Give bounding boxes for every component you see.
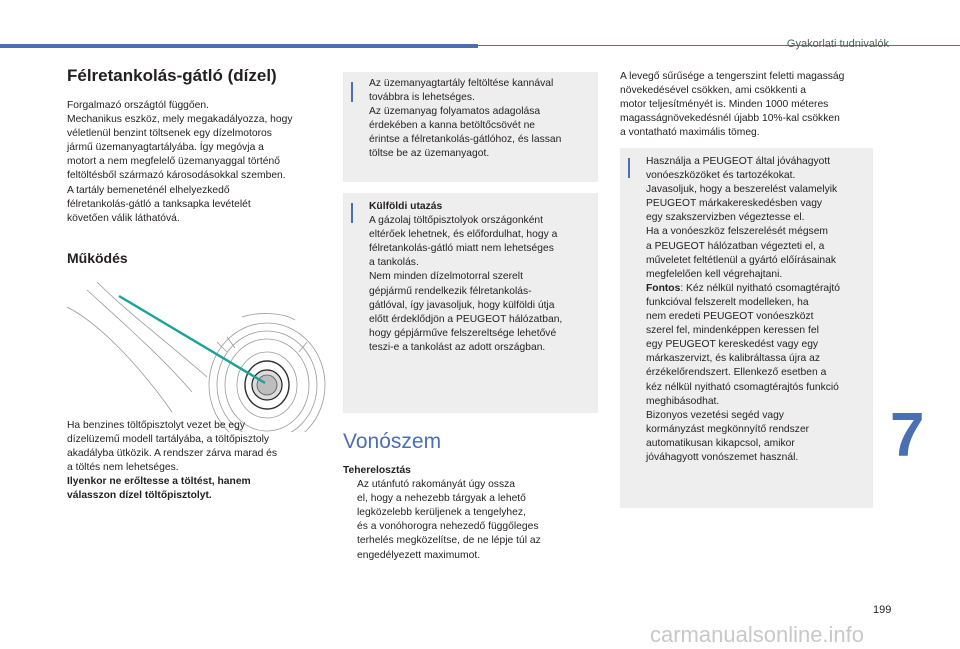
text-line: érdekében a kanna betöltőcsövét ne bbox=[369, 120, 536, 132]
text-line: : Kéz nélkül nyitható csomagtérajtó bbox=[680, 282, 841, 294]
text-line: jármű üzemanyagtartályába. Így megóvja a bbox=[67, 142, 264, 154]
text-line: gátlóval, így javasoljuk, hogy külföldi útja bbox=[369, 299, 555, 311]
text-line: PEUGEOT márkakereskedésben vagy bbox=[646, 198, 823, 210]
text-line: a töltés nem lehetséges. bbox=[67, 462, 179, 474]
warning-line: Ilyenkor ne erőltesse a töltést, hanem bbox=[67, 476, 251, 488]
text-line: legközelebb kerüljenek a tengelyhez, bbox=[357, 507, 526, 519]
text-line: funkcióval felszerelt modelleken, ha bbox=[646, 296, 809, 308]
info-bar bbox=[351, 203, 353, 223]
text-line: motort a nem megfelelő üzemanyaggal történő bbox=[67, 156, 280, 168]
text-line: követően válik láthatóvá. bbox=[67, 212, 180, 224]
load-distribution bbox=[343, 464, 603, 563]
text-line: és a vonóhorogra nehezedő függőleges bbox=[357, 521, 539, 533]
warning-line: válasszon dízel töltőpisztolyt. bbox=[67, 490, 212, 502]
text-line: engedélyezett maximumot. bbox=[357, 549, 481, 561]
text-line: a tankolás. bbox=[369, 257, 419, 269]
text-line: A tartály bemeneténél elhelyezkedő bbox=[67, 184, 230, 196]
subheading: Teherelosztás bbox=[343, 465, 411, 476]
text-line: előtt érdeklődjön a PEUGEOT hálózatban, bbox=[369, 313, 563, 325]
text-line: félretankolás-gátló miatt nem lehetséges bbox=[369, 243, 554, 255]
altitude-paragraph bbox=[620, 70, 890, 140]
info-box-title: Külföldi utazás bbox=[369, 201, 443, 212]
text-line: el, hogy a nehezebb tárgyak a lehető bbox=[357, 493, 526, 505]
watermark: carmanualsonline.info bbox=[650, 622, 865, 647]
text-line: a PEUGEOT hálózatban végezteti el, a bbox=[646, 240, 825, 252]
text-line: műveletet feltétlenül a gyártó előírásainak bbox=[646, 254, 837, 266]
text-line: egy PEUGEOT kereskedést vagy egy bbox=[646, 339, 819, 351]
text-line: érintse a félretankolás-gátlóhoz, és lassan bbox=[369, 134, 562, 146]
text-line: kéz nélkül nyitható csomagtérajtós funkció bbox=[646, 381, 839, 393]
body-paragraph bbox=[67, 419, 337, 504]
text-line: Forgalmazó országtól függően. bbox=[67, 100, 209, 111]
info-text bbox=[369, 77, 597, 162]
text-line: félretankolás-gátló a tanksapka levételét bbox=[67, 198, 251, 210]
text-line: szerel fel, mindenképpen keressen fel bbox=[646, 325, 819, 337]
section-heading: Működés bbox=[67, 250, 128, 266]
text-line: eltérőek lehetnek, és előfordulhat, hogy a bbox=[369, 229, 558, 241]
page-title: Félretankolás-gátló (dízel) bbox=[67, 66, 277, 85]
text-line: Az üzemanyag folyamatos adagolása bbox=[369, 106, 541, 118]
text-line: akadályba ütközik. A rendszer zárva marad és bbox=[67, 448, 278, 460]
info-box-travel-abroad bbox=[343, 193, 598, 413]
text-line: motor teljesítményét is. Minden 1000 méteres bbox=[620, 99, 829, 111]
text-line: a vontatható maximális tömeg. bbox=[620, 127, 760, 139]
section-title: Gyakorlati tudnivalók bbox=[786, 38, 889, 50]
text-line: véletlenül benzint töltsenek egy dízelmotoros bbox=[67, 128, 272, 140]
text-line: A levegő sűrűsége a tengerszint feletti magasság bbox=[620, 71, 845, 82]
text-line: Nem minden dízelmotorral szerelt bbox=[369, 271, 523, 283]
text-line: jóváhagyott vonószemet használ. bbox=[646, 451, 799, 463]
fontos-line bbox=[646, 282, 872, 296]
info-box-canister bbox=[343, 72, 598, 182]
bullet-line bbox=[343, 478, 603, 492]
section-heading-tow-hitch: Vonószem bbox=[343, 430, 442, 453]
text-line: Ha benzines töltőpisztolyt vezet be egy bbox=[67, 420, 246, 431]
intro-paragraph bbox=[67, 99, 337, 226]
chapter-number: 7 bbox=[890, 401, 925, 470]
text-line: továbbra is lehetséges. bbox=[369, 92, 475, 104]
text-line: töltse be az üzemanyagot. bbox=[369, 148, 490, 160]
text-line: Bizonyos vezetési segéd vagy bbox=[646, 409, 784, 421]
text-line: gépjármű rendelkezik félretankolás- bbox=[369, 285, 532, 297]
info-text bbox=[369, 200, 597, 355]
text-line: meghibásodhat. bbox=[646, 395, 720, 407]
text-line: terhelés megközelítse, de ne lépje túl az bbox=[357, 535, 541, 547]
text-line: érzékelőrendszert. Ellenkező esetben a bbox=[646, 367, 827, 379]
text-line: egy szakszervizben végeztesse el. bbox=[646, 212, 805, 224]
text-line: megfelelően kell végrehajtani. bbox=[646, 268, 783, 280]
info-box-tow-accessories bbox=[620, 148, 873, 508]
text-line: Használja a PEUGEOT által jóváhagyott bbox=[646, 156, 831, 167]
info-text bbox=[646, 155, 872, 465]
text-line: automatikusan kikapcsol, amikor bbox=[646, 437, 795, 449]
header-accent-bar bbox=[0, 44, 478, 48]
fontos-label: Fontos bbox=[646, 282, 681, 294]
info-bar bbox=[628, 158, 630, 178]
misfuel-device-illustration bbox=[67, 282, 327, 432]
text-line: Ha a vonóeszköz felszerelését mégsem bbox=[646, 226, 828, 238]
info-bar bbox=[351, 82, 353, 102]
text-line: feltöltésből származó károsodásokkal szemben. bbox=[67, 170, 286, 182]
text-line: Az utánfutó rakományát úgy ossza bbox=[357, 479, 515, 491]
text-line: magasságnövekedésnél újabb 10%-kal csökken bbox=[620, 113, 840, 125]
page-number: 199 bbox=[873, 604, 892, 616]
text-line: A gázolaj töltőpisztolyok országonként bbox=[369, 215, 544, 227]
text-line: vonóeszközöket és tartozékokat. bbox=[646, 170, 796, 182]
text-line: Mechanikus eszköz, mely megakadályozza, hogy bbox=[67, 114, 293, 126]
text-line: Javasoljuk, hogy a beszerelést valamelyik bbox=[646, 184, 838, 196]
text-line: nem eredeti PEUGEOT vonóeszközt bbox=[646, 311, 814, 323]
text-line: dízelüzemű modell tartályába, a töltőpisztoly bbox=[67, 434, 270, 446]
text-line: márkaszervizt, és kalibráltassa újra az bbox=[646, 353, 820, 365]
text-line: teszi-e a tankolást az adott országban. bbox=[369, 341, 546, 353]
text-line: kormányzást megkönnyítő rendszer bbox=[646, 423, 810, 435]
text-line: Az üzemanyagtartály feltöltése kannával bbox=[369, 78, 554, 89]
text-line: hogy gépjárműve felszereltsége lehetővé bbox=[369, 327, 557, 339]
text-line: növekedésével csökken, ami csökkenti a bbox=[620, 85, 807, 97]
